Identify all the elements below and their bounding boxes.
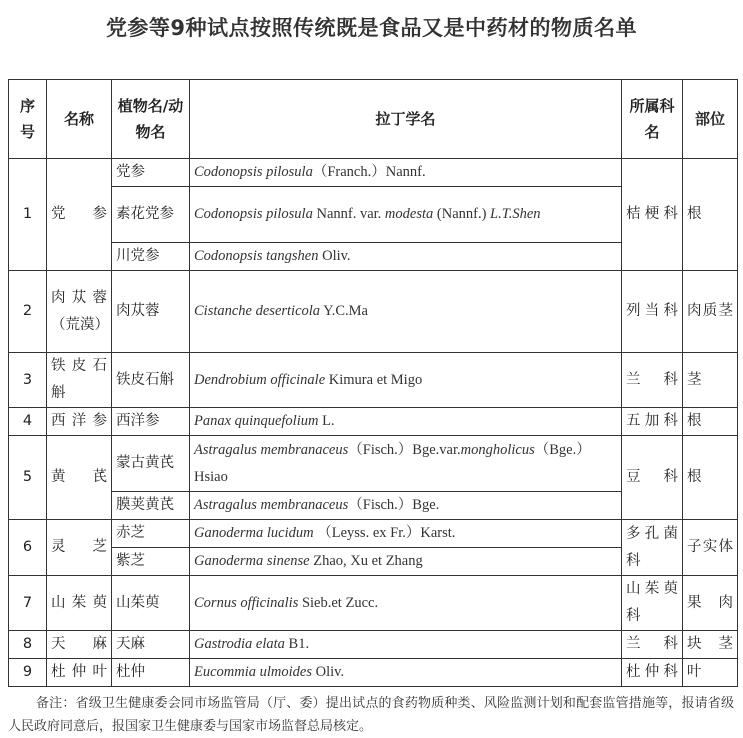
cell-latin-name xyxy=(190,187,622,243)
cell-latin-name xyxy=(190,159,622,187)
cell-species: 膜荚黄芪 xyxy=(112,492,190,520)
cell-part: 叶 xyxy=(683,659,738,687)
latin-italic-part: L.T.Shen xyxy=(490,206,541,222)
cell-species: 杜仲 xyxy=(112,659,190,687)
latin-italic-part: Ganoderma sinense xyxy=(194,553,310,569)
cell-part: 果肉 xyxy=(683,576,738,631)
cell-part: 根 xyxy=(683,159,738,271)
latin-author-part: （Fisch.）Bge. xyxy=(348,497,440,513)
latin-italic-part: modesta xyxy=(384,206,434,222)
cell-seq: 5 xyxy=(9,436,47,520)
cell-family: 杜仲科 xyxy=(622,659,683,687)
cell-name: 肉苁蓉（荒漠） xyxy=(47,271,112,353)
cell-seq: 8 xyxy=(9,631,47,659)
latin-italic-part: Codonopsis pilosula xyxy=(194,206,313,222)
latin-italic-part: Panax quinquefolium xyxy=(194,413,319,429)
cell-part: 肉质茎 xyxy=(683,271,738,353)
cell-species: 铁皮石斛 xyxy=(112,353,190,408)
latin-author-part: （Leyss. ex Fr.）Karst. xyxy=(313,525,456,541)
latin-italic-part: Dendrobium officinale xyxy=(194,371,326,388)
cell-name: 黄芪 xyxy=(47,436,112,520)
cell-species: 蒙古黄芪 xyxy=(112,436,190,492)
cell-latin-name xyxy=(190,436,622,492)
substance-table xyxy=(8,79,738,687)
cell-species: 紫芝 xyxy=(112,548,190,576)
table-row xyxy=(9,576,738,631)
cell-species: 党参 xyxy=(112,159,190,187)
latin-italic-part: Codonopsis pilosula xyxy=(194,164,313,180)
cell-name: 山茱萸 xyxy=(47,576,112,631)
latin-author-part: Zhao, Xu et Zhang xyxy=(309,553,423,569)
cell-latin-name xyxy=(190,659,622,687)
cell-latin-name xyxy=(190,271,622,353)
table-row xyxy=(9,408,738,436)
cell-family: 兰科 xyxy=(622,353,683,408)
latin-italic-part: Codonopsis tangshen xyxy=(194,248,319,264)
cell-seq: 7 xyxy=(9,576,47,631)
latin-author-part: Oliv. xyxy=(318,248,351,264)
header-name: 名称 xyxy=(47,80,112,159)
cell-species: 西洋参 xyxy=(112,408,190,436)
latin-author-part: （Franch.）Nannf. xyxy=(312,164,426,180)
table-row xyxy=(9,631,738,659)
header-species: 植物名/动物名 xyxy=(112,80,190,159)
latin-italic-part: Ganoderma lucidum xyxy=(194,525,314,541)
latin-author-part: B1. xyxy=(284,636,310,652)
table-header-row xyxy=(9,80,738,159)
page-title: 党参等9种试点按照传统既是食品又是中药材的物质名单 xyxy=(105,16,638,40)
cell-species: 肉苁蓉 xyxy=(112,271,190,353)
cell-part: 根 xyxy=(683,436,738,520)
cell-seq: 9 xyxy=(9,659,47,687)
latin-italic-part: Astragalus membranaceus xyxy=(194,441,349,458)
cell-name: 党参 xyxy=(47,159,112,271)
table-row xyxy=(9,271,738,353)
latin-author-part: Y.C.Ma xyxy=(320,303,368,319)
cell-seq: 1 xyxy=(9,159,47,271)
latin-italic-part: Cornus officinalis xyxy=(194,594,299,611)
latin-author-part: （Fisch.）Bge.var. xyxy=(348,441,461,458)
latin-italic-part: Cistanche deserticola xyxy=(194,303,321,319)
cell-species: 川党参 xyxy=(112,243,190,271)
cell-latin-name xyxy=(190,408,622,436)
cell-family: 兰科 xyxy=(622,631,683,659)
cell-part: 根 xyxy=(683,408,738,436)
table-row xyxy=(9,436,738,492)
cell-name: 铁皮石斛 xyxy=(47,353,112,408)
latin-italic-part: Gastrodia elata xyxy=(194,636,285,652)
cell-seq: 6 xyxy=(9,520,47,576)
cell-name: 杜仲叶 xyxy=(47,659,112,687)
cell-latin-name xyxy=(190,520,622,548)
latin-italic-part: Astragalus membranaceus xyxy=(194,497,349,513)
table-row xyxy=(9,520,738,548)
latin-author-part: （Bge.）Hsiao xyxy=(194,441,591,485)
header-seq: 序号 xyxy=(9,80,47,159)
cell-latin-name xyxy=(190,576,622,631)
latin-author-part: Kimura et Migo xyxy=(325,371,423,388)
cell-seq: 2 xyxy=(9,271,47,353)
cell-family: 列当科 xyxy=(622,271,683,353)
cell-seq: 4 xyxy=(9,408,47,436)
cell-species: 天麻 xyxy=(112,631,190,659)
cell-family: 五加科 xyxy=(622,408,683,436)
cell-family: 桔梗科 xyxy=(622,159,683,271)
header-latin: 拉丁学名 xyxy=(190,80,622,159)
table-row xyxy=(9,353,738,408)
cell-species: 素花党参 xyxy=(112,187,190,243)
latin-author-part: Oliv. xyxy=(312,664,345,680)
cell-part: 茎 xyxy=(683,353,738,408)
cell-species: 山茱萸 xyxy=(112,576,190,631)
table-row xyxy=(9,659,738,687)
header-part: 部位 xyxy=(683,80,738,159)
latin-author-part: Sieb.et Zucc. xyxy=(298,594,379,611)
cell-family: 豆科 xyxy=(622,436,683,520)
cell-latin-name xyxy=(190,631,622,659)
header-family: 所属科名 xyxy=(622,80,683,159)
cell-seq: 3 xyxy=(9,353,47,408)
cell-family: 山茱萸科 xyxy=(622,576,683,631)
latin-author-part: Nannf. var. xyxy=(312,206,385,222)
table-row xyxy=(9,159,738,187)
cell-name: 灵芝 xyxy=(47,520,112,576)
footnote: 备注：省级卫生健康委会同市场监管局（厅、委）提出试点的食药物质种类、风险监测计划和配套监管措施等，报请省级人民政府同意后，报国家卫生健康委与国家市场监督总局核定。 xyxy=(8,696,734,734)
latin-italic-part: mongholicus xyxy=(460,441,535,458)
cell-latin-name xyxy=(190,243,622,271)
cell-name: 西洋参 xyxy=(47,408,112,436)
latin-author-part: (Nannf.) xyxy=(433,206,491,222)
cell-latin-name xyxy=(190,548,622,576)
latin-italic-part: Eucommia ulmoides xyxy=(194,664,312,680)
cell-part: 子实体 xyxy=(683,520,738,576)
cell-latin-name xyxy=(190,492,622,520)
cell-family: 多孔菌科 xyxy=(622,520,683,576)
cell-species: 赤芝 xyxy=(112,520,190,548)
cell-part: 块茎 xyxy=(683,631,738,659)
cell-name: 天麻 xyxy=(47,631,112,659)
latin-author-part: L. xyxy=(318,413,335,429)
cell-latin-name xyxy=(190,353,622,408)
